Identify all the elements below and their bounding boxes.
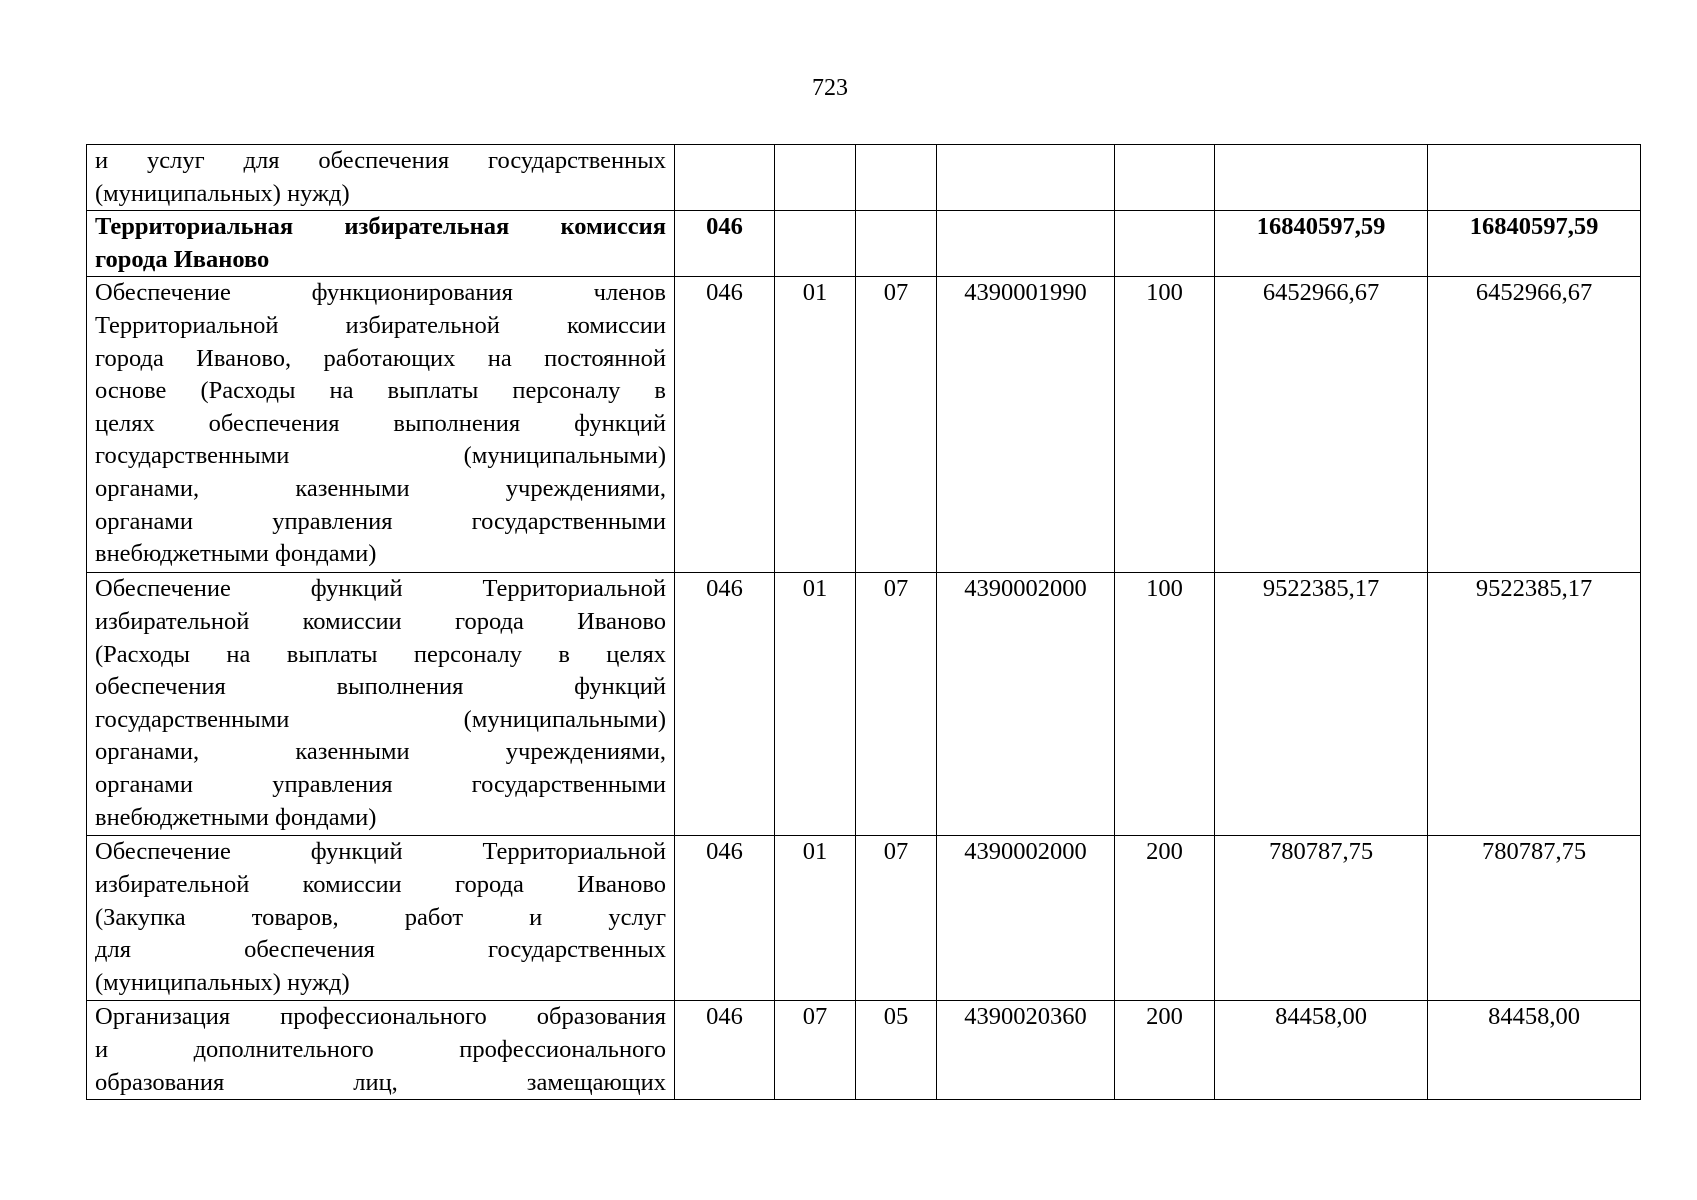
description-line: Обеспечение функций Территориальной	[95, 838, 666, 866]
description-line: Территориальной избирательной комиссии	[95, 311, 666, 339]
expense-type-cell: 200	[1115, 1001, 1215, 1100]
grbs-cell: 046	[675, 573, 775, 836]
table-row	[87, 145, 1641, 211]
table-row	[87, 836, 1641, 1001]
description-line: избирательной комиссии города Иваново	[95, 607, 666, 635]
podrazdel-cell	[856, 211, 937, 277]
expense-type-cell	[1115, 211, 1215, 277]
target-article-cell: 4390001990	[937, 277, 1115, 573]
sum-1-cell	[1215, 145, 1428, 211]
description-line: Территориальная избирательная комиссия	[95, 213, 666, 241]
description-line: основе (Расходы на выплаты персоналу в	[95, 377, 666, 405]
expense-type-cell: 200	[1115, 836, 1215, 1001]
grbs-cell: 046	[675, 836, 775, 1001]
expense-type-cell	[1115, 145, 1215, 211]
sum-2-cell: 9522385,17	[1428, 573, 1641, 836]
description-line: избирательной комиссии города Иваново	[95, 870, 666, 898]
grbs-cell: 046	[675, 1001, 775, 1100]
budget-table	[86, 144, 1641, 1100]
budget-table-body	[87, 145, 1641, 1100]
description-line: (Расходы на выплаты персоналу в целях	[95, 640, 666, 668]
description-cell	[87, 211, 675, 277]
razdel-cell: 01	[775, 277, 856, 573]
grbs-cell: 046	[675, 211, 775, 277]
podrazdel-cell: 07	[856, 836, 937, 1001]
target-article-cell: 4390020360	[937, 1001, 1115, 1100]
sum-2-cell: 6452966,67	[1428, 277, 1641, 573]
razdel-cell	[775, 211, 856, 277]
description-cell	[87, 277, 675, 573]
table-row	[87, 277, 1641, 573]
description-line: образования лиц, замещающих	[95, 1068, 666, 1096]
description-cell	[87, 145, 675, 211]
description-line: внебюджетными фондами)	[95, 540, 377, 568]
grbs-cell	[675, 145, 775, 211]
description-line: Организация профессионального образования	[95, 1003, 666, 1031]
description-line: государственными (муниципальными)	[95, 442, 666, 470]
description-line: Обеспечение функций Территориальной	[95, 575, 666, 603]
description-line: внебюджетными фондами)	[95, 803, 377, 831]
grbs-cell: 046	[675, 277, 775, 573]
sum-2-cell: 16840597,59	[1428, 211, 1641, 277]
target-article-cell	[937, 211, 1115, 277]
description-line: государственными (муниципальными)	[95, 705, 666, 733]
description-line: органами, казенными учреждениями,	[95, 738, 666, 766]
target-article-cell: 4390002000	[937, 573, 1115, 836]
target-article-cell	[937, 145, 1115, 211]
target-article-cell: 4390002000	[937, 836, 1115, 1001]
description-line: и дополнительного профессионального	[95, 1035, 666, 1063]
description-line: (Закупка товаров, работ и услуг	[95, 903, 666, 931]
description-line: города Иваново	[95, 245, 270, 273]
razdel-cell: 07	[775, 1001, 856, 1100]
expense-type-cell: 100	[1115, 277, 1215, 573]
description-line: обеспечения выполнения функций	[95, 673, 666, 701]
description-line: Обеспечение функционирования членов	[95, 279, 666, 307]
podrazdel-cell: 07	[856, 277, 937, 573]
podrazdel-cell: 05	[856, 1001, 937, 1100]
sum-1-cell: 6452966,67	[1215, 277, 1428, 573]
description-cell	[87, 1001, 675, 1100]
sum-1-cell: 9522385,17	[1215, 573, 1428, 836]
expense-type-cell: 100	[1115, 573, 1215, 836]
description-cell	[87, 573, 675, 836]
description-line: целях обеспечения выполнения функций	[95, 409, 666, 437]
razdel-cell: 01	[775, 836, 856, 1001]
podrazdel-cell: 07	[856, 573, 937, 836]
description-line: и услуг для обеспечения государственных	[95, 147, 666, 174]
sum-2-cell: 84458,00	[1428, 1001, 1641, 1100]
description-line: (муниципальных) нужд)	[95, 179, 350, 207]
sum-1-cell: 16840597,59	[1215, 211, 1428, 277]
sum-2-cell: 780787,75	[1428, 836, 1641, 1001]
podrazdel-cell	[856, 145, 937, 211]
table-row	[87, 573, 1641, 836]
description-line: органами, казенными учреждениями,	[95, 474, 666, 502]
description-line: города Иваново, работающих на постоянной	[95, 344, 666, 372]
sum-1-cell: 780787,75	[1215, 836, 1428, 1001]
page-number: 723	[812, 75, 848, 101]
razdel-cell	[775, 145, 856, 211]
sum-2-cell	[1428, 145, 1641, 211]
description-cell	[87, 836, 675, 1001]
sum-1-cell: 84458,00	[1215, 1001, 1428, 1100]
description-line: органами управления государственными	[95, 770, 666, 798]
table-row	[87, 1001, 1641, 1100]
description-line: органами управления государственными	[95, 507, 666, 535]
description-line: для обеспечения государственных	[95, 936, 666, 964]
description-line: (муниципальных) нужд)	[95, 968, 350, 996]
table-row	[87, 211, 1641, 277]
razdel-cell: 01	[775, 573, 856, 836]
